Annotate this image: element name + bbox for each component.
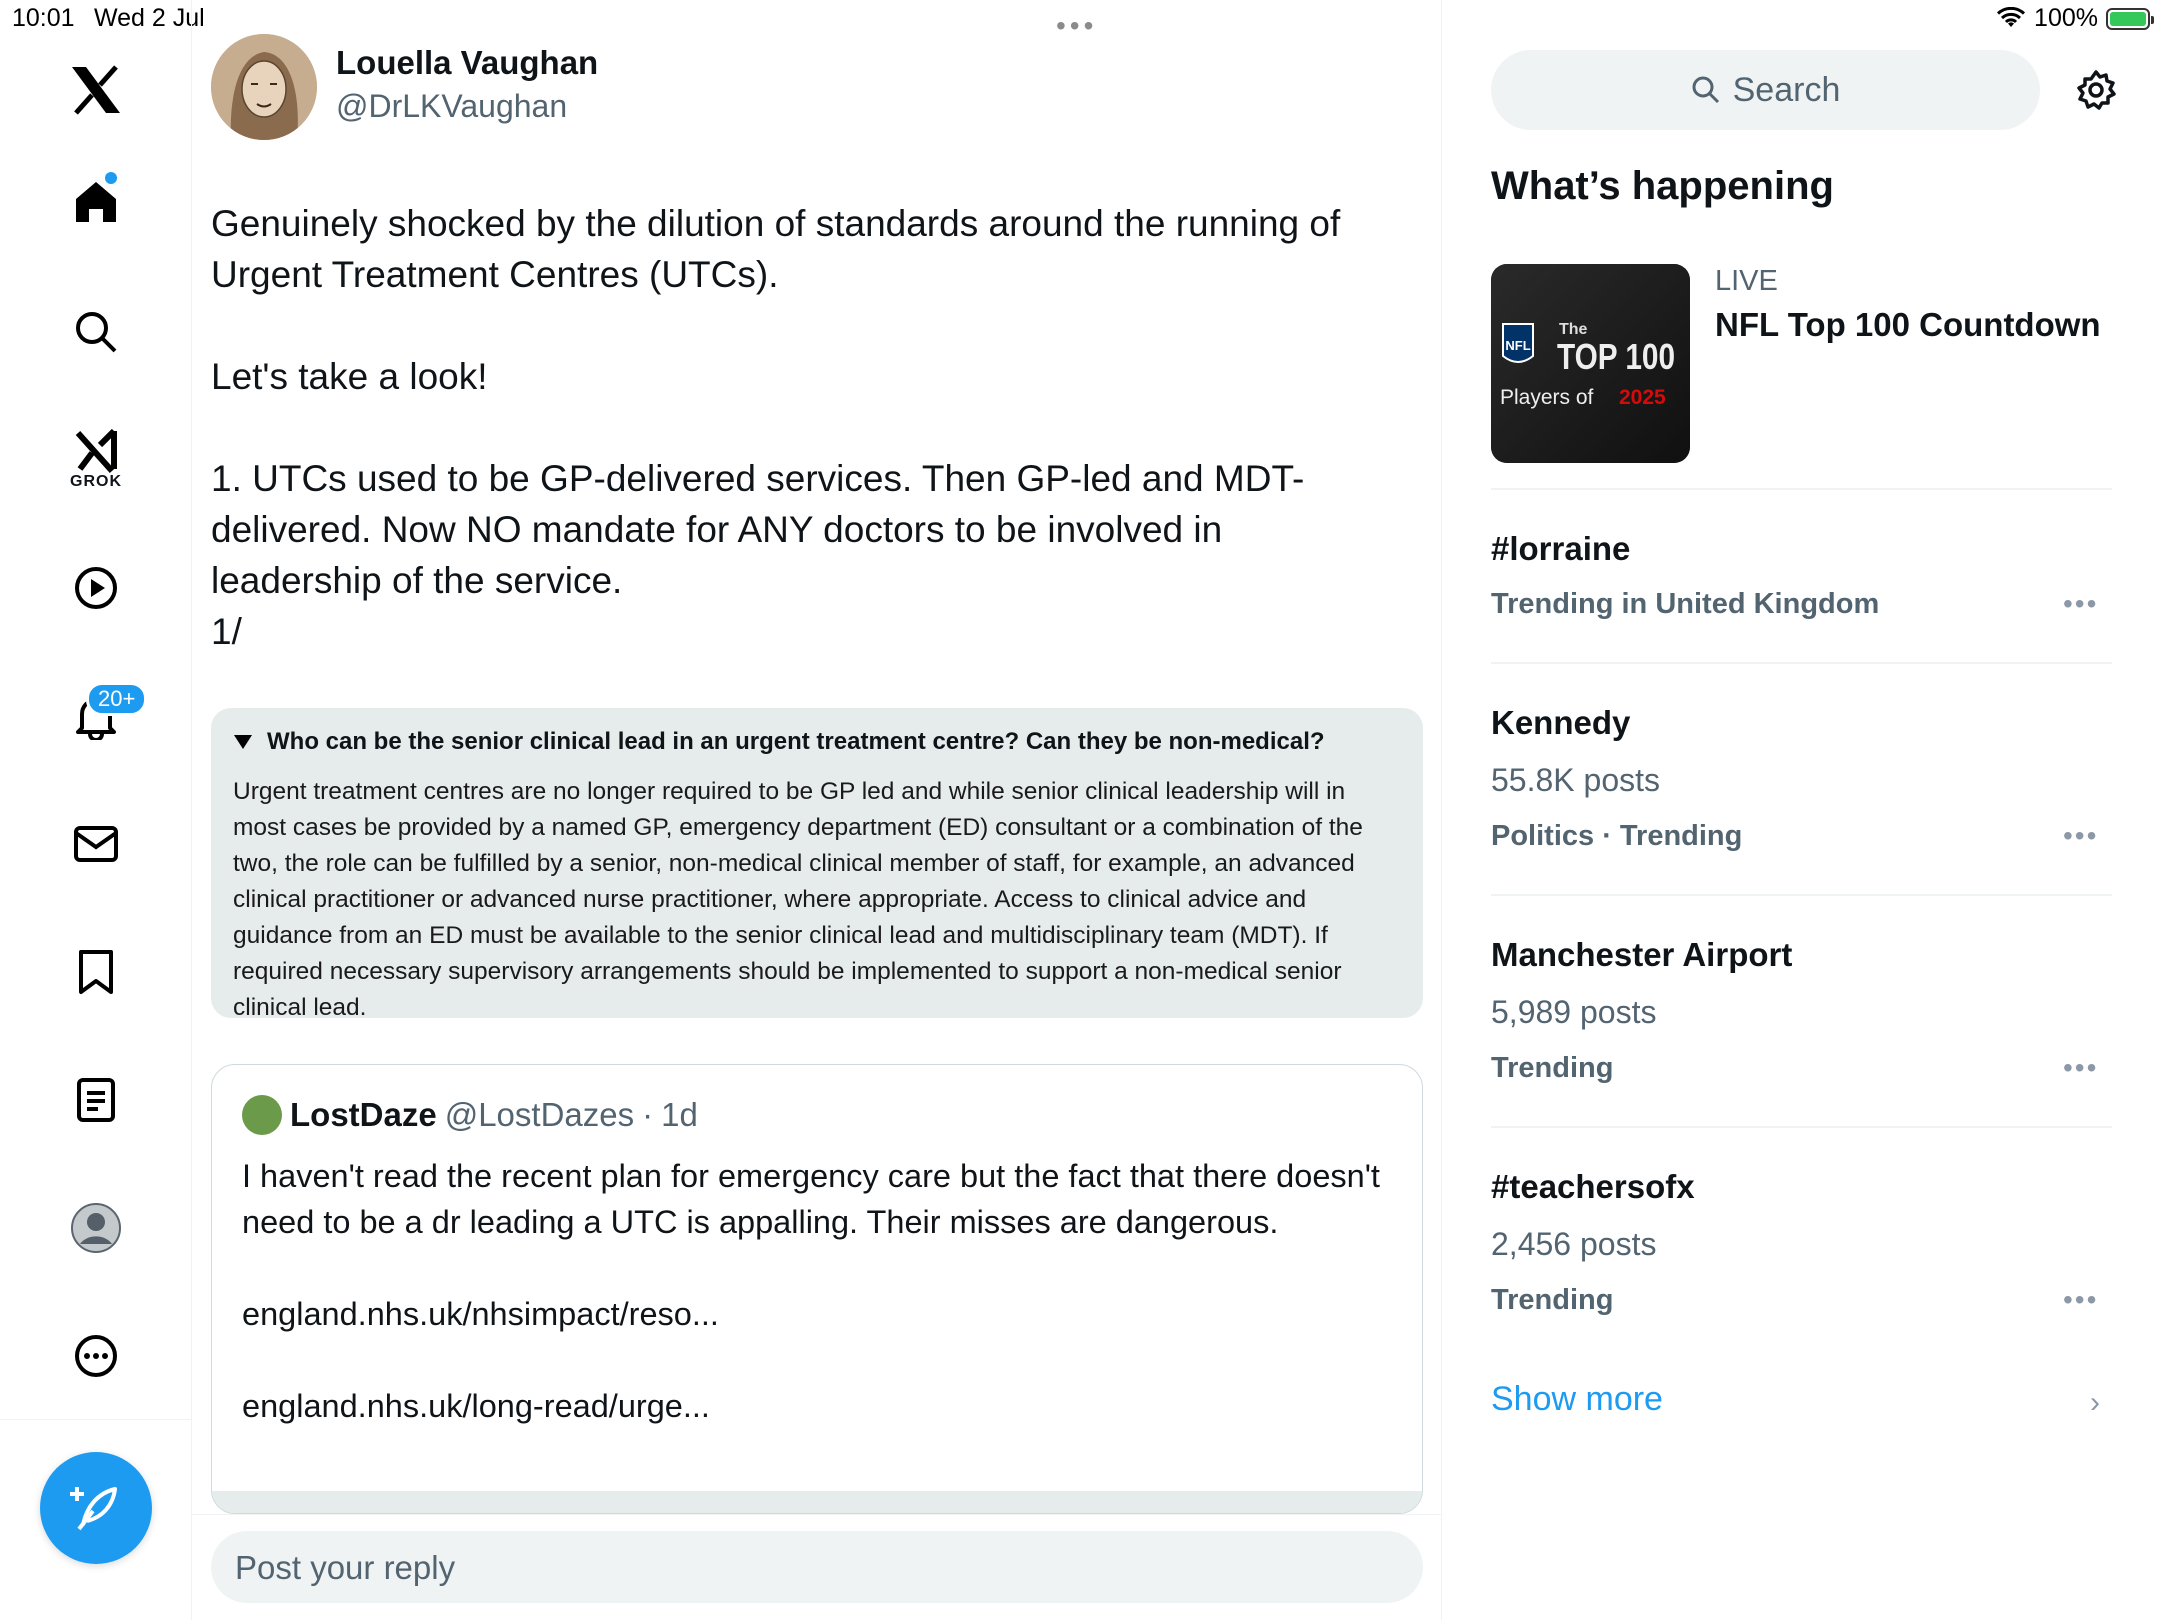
nfl-logo-text: NFL	[1505, 338, 1531, 353]
quoted-post-body	[242, 1153, 1392, 1429]
search-icon	[1691, 75, 1721, 105]
trend-title[interactable]: #lorraine	[1491, 530, 1631, 567]
reply-placeholder: Post your reply	[235, 1549, 456, 1586]
search-placeholder: Search	[1732, 70, 1841, 109]
notifications-badge: 20+	[86, 682, 147, 716]
battery-icon	[2106, 8, 2150, 30]
video-icon[interactable]	[66, 558, 126, 618]
show-more-link[interactable]: Show more	[1491, 1380, 1663, 1418]
quoted-author-avatar[interactable]	[242, 1095, 282, 1135]
chevron-right-icon[interactable]: ›	[2090, 1386, 2100, 1419]
tweet-body	[211, 198, 1411, 657]
trend-title[interactable]: Kennedy	[1491, 704, 1631, 741]
tweet-paragraph: Let's take a look!	[211, 356, 488, 397]
search-input[interactable]	[1491, 50, 2040, 130]
status-date: Wed 2 Jul	[94, 4, 205, 32]
trend-more-icon[interactable]: •••	[2063, 820, 2099, 851]
live-event-title[interactable]: NFL Top 100 Countdown	[1715, 306, 2101, 343]
image-text-players: Players of	[1500, 386, 1594, 409]
status-time: 10:01	[12, 4, 75, 32]
author-avatar[interactable]	[211, 34, 317, 140]
battery-percent: 100%	[2034, 4, 2098, 32]
whats-happening-heading: What’s happening	[1491, 164, 1834, 208]
trend-post-count: 55.8K posts	[1491, 762, 1660, 798]
multitasking-dots-icon[interactable]: •••	[1056, 10, 1098, 41]
trend-context: Trending in United Kingdom	[1491, 588, 1880, 620]
trend-divider	[1491, 488, 2112, 490]
faq-answer-text: Urgent treatment centres are no longer required to be GP led and while senior clinical leadership will in most cases be provided by a named GP, emergency department (ED) consultant or a combination of the two, the role can be fulfilled by a senior, non-medical clinical member of staff, for example, an advanced clinical practitioner or advanced nurse practitioner, where appropriate. Access to clinical advice and guidance from an ED must be available to the senior clinical lead and multidisciplinary team (MDT). If required necessary supervisory arrangements should be implemented to support a non-medical senior clinical lead.	[233, 778, 1363, 1021]
quoted-post-link[interactable]: england.nhs.uk/long-read/urge...	[242, 1388, 710, 1424]
live-event-image[interactable]	[1491, 264, 1690, 463]
trend-context: Trending	[1491, 1284, 1614, 1316]
image-text-top100: TOP 100	[1557, 336, 1675, 377]
trend-divider	[1491, 662, 2112, 664]
attached-image-card[interactable]	[211, 708, 1423, 1021]
grok-label: GROK	[70, 473, 122, 490]
settings-gear-icon[interactable]	[2074, 68, 2118, 112]
trend-context: Trending	[1491, 1052, 1614, 1084]
quoted-media-edge	[212, 1491, 1422, 1513]
more-icon[interactable]	[66, 1326, 126, 1386]
home-icon[interactable]	[66, 172, 126, 232]
quoted-author-name[interactable]: LostDaze	[290, 1096, 437, 1133]
x-logo-icon[interactable]	[66, 60, 126, 120]
faq-question	[233, 728, 1401, 756]
messages-icon[interactable]	[66, 814, 126, 874]
trend-more-icon[interactable]: •••	[2063, 1284, 2099, 1315]
trend-post-count: 2,456 posts	[1491, 1226, 1657, 1262]
image-text-the: The	[1559, 321, 1588, 338]
quoted-post-header	[242, 1095, 698, 1135]
compose-feather-icon	[69, 1481, 123, 1535]
profile-icon[interactable]	[66, 1198, 126, 1258]
trend-title[interactable]: #teachersofx	[1491, 1168, 1695, 1205]
lists-icon[interactable]	[66, 1070, 126, 1130]
meta-separator: ·	[642, 1096, 654, 1133]
quoted-post-link[interactable]: england.nhs.uk/nhsimpact/reso...	[242, 1296, 719, 1332]
status-right	[1996, 4, 2150, 33]
reply-input[interactable]	[211, 1531, 1423, 1603]
trend-title[interactable]: Manchester Airport	[1491, 936, 1793, 973]
trend-more-icon[interactable]: •••	[2063, 1052, 2099, 1083]
trend-post-count: 5,989 posts	[1491, 994, 1657, 1030]
quoted-post-text: I haven't read the recent plan for emergency care but the fact that there doesn't need to be a dr leading a UTC is appalling. Their misses are dangerous.	[242, 1158, 1380, 1240]
wifi-icon	[1996, 7, 2026, 31]
reply-divider	[192, 1514, 1442, 1515]
compose-post-button[interactable]	[40, 1452, 152, 1564]
tweet-paragraph: 1/	[211, 611, 242, 652]
triangle-down-icon	[233, 734, 253, 750]
faq-question-text: Who can be the senior clinical lead in an urgent treatment centre? Can they be non-medical?	[267, 728, 1325, 755]
live-label: LIVE	[1715, 265, 1778, 297]
quoted-post-time: 1d	[661, 1096, 698, 1133]
author-handle[interactable]: @DrLKVaughan	[336, 88, 568, 124]
trend-more-icon[interactable]: •••	[2063, 588, 2099, 619]
trend-context: Politics · Trending	[1491, 820, 1743, 852]
trend-divider	[1491, 1126, 2112, 1128]
image-text-year: 2025	[1619, 386, 1666, 409]
left-navigation	[0, 0, 192, 1620]
tweet-paragraph: Genuinely shocked by the dilution of standards around the running of Urgent Treatment Centres (UTCs).	[211, 203, 1341, 295]
author-name[interactable]: Louella Vaughan	[336, 44, 599, 81]
home-unread-dot	[105, 172, 117, 184]
grok-icon[interactable]	[66, 420, 126, 500]
bookmarks-icon[interactable]	[66, 942, 126, 1002]
tweet-paragraph: 1. UTCs used to be GP-delivered services. Then GP-led and MDT-delivered. Now NO mandate for ANY doctors to be involved in leadership of the service.	[211, 458, 1305, 601]
trend-divider	[1491, 894, 2112, 896]
search-icon[interactable]	[66, 302, 126, 362]
quoted-author-handle[interactable]: @LostDazes	[444, 1096, 635, 1133]
quoted-post[interactable]	[211, 1064, 1423, 1514]
rail-divider	[0, 1419, 192, 1420]
